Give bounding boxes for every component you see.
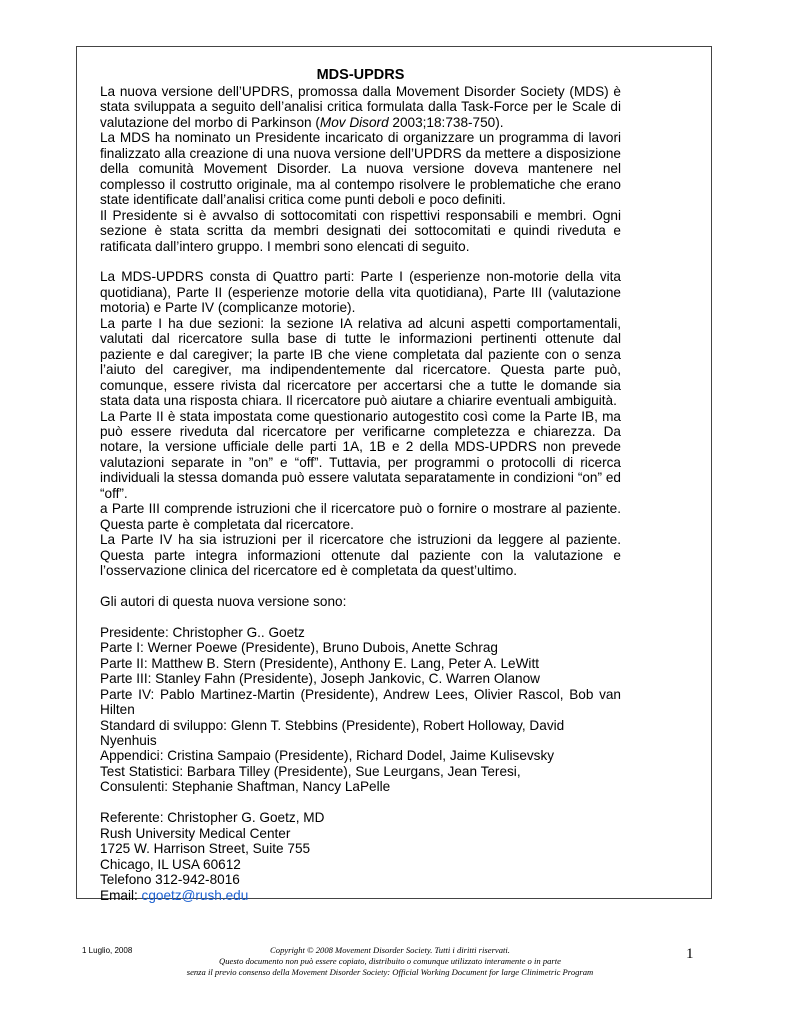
- paragraph: La MDS ha nominato un Presidente incaricato di organizzare un programma di lavori finalizzato alla creazione di una nuova versione dell’UPDRS da mettere a disposizione della comunità Movement Disorder. La nuova versione doveva mantenere nel complesso il costrutto originale, ma al contempo risolvere le problematiche che erano state identificate dall’analisi critica come punti deboli e poco definiti.: [100, 130, 621, 208]
- author-line: Appendici: Cristina Sampaio (Presidente), Richard Dodel, Jaime Kulisevsky: [100, 748, 555, 764]
- contact-block: [100, 810, 621, 903]
- footer-copyright: [90, 945, 690, 978]
- contact-line: 1725 W. Harrison Street, Suite 755: [100, 841, 311, 857]
- author-line: Parte II: Matthew B. Stern (Presidente), Anthony E. Lang, Peter A. LeWitt: [100, 655, 539, 671]
- paragraph: a Parte III comprende istruzioni che il ricercatore può o fornire o mostrare al paziente. Questa parte è completata dal ricercatore.: [100, 501, 621, 532]
- paragraph: La Parte IV ha sia istruzioni per il ricercatore che istruzioni da leggere al paziente. Questa parte integra informazioni ottenute dal paziente con la valutazione e l’osservazione clinica del ricercatore ed è completata da quest’ultimo.: [100, 532, 621, 579]
- paragraph: La MDS-UPDRS consta di Quattro parti: Parte I (esperienze non-motorie della vita quotidiana), Parte II (esperienze motorie della vita quotidiana), Parte III (valutazione motoria) e Parte IV (complicanze motorie).: [100, 269, 621, 316]
- page-number: 1: [686, 946, 694, 962]
- copyright-line: senza il previo consenso della Movement Disorder Society: Official Working Document for large Clinimetric Program: [186, 967, 594, 977]
- contact-line: Referente: Christopher G. Goetz, MD: [100, 810, 325, 826]
- paragraph: Il Presidente si è avvalso di sottocomitati con rispettivi responsabili e membri. Ogni sezione è stata scritta da membri designati dei sottocomitati e quindi riveduta e ratificata dall’intero gruppo. I membri sono elencati di seguito.: [100, 207, 621, 254]
- contact-line: Rush University Medical Center: [100, 825, 291, 841]
- copyright-line: Questo documento non può essere copiato, distribuito o comunque utilizzato interamente o in parte: [219, 956, 561, 966]
- author-line: Presidente: Christopher G.. Goetz: [100, 624, 305, 640]
- paragraph: La Parte II è stata impostata come questionario autogestito così come la Parte IB, ma può essere riveduta dal ricercatore per verificarne completezza e chiarezza. Da notare, la versione ufficiale delle parti 1A, 1B e 2 della MDS-UPDRS non prevede valutazioni separate in ”on” e “off”. Tuttavia, per programmi o protocolli di ricerca individuali la stessa domanda può essere valutata separatamente in condizioni “on” ed “off”.: [100, 408, 621, 501]
- contact-line: Telefono 312-942-8016: [100, 872, 240, 888]
- footer-date: 1 Luglio, 2008: [82, 946, 133, 955]
- intro-text: La nuova versione dell’UPDRS, promossa dalla Movement Disorder Society (MDS) è stata sviluppata a seguito dell’analisi critica formulata dalla Task-Force per le Scale di valutazione del morbo di Parkinson (: [100, 84, 621, 130]
- copyright-line: Copyright © 2008 Movement Disorder Society. Tutti i diritti riservati.: [270, 945, 510, 955]
- author-line: Standard di sviluppo: Glenn T. Stebbins (Presidente), Robert Holloway, David Nyenhuis: [100, 717, 565, 748]
- document-body: [100, 67, 621, 903]
- email-link[interactable]: cgoetz@rush.edu: [141, 887, 249, 903]
- author-line: Parte IV: Pablo Martinez-Martin (Presidente), Andrew Lees, Olivier Rascol, Bob van Hilten: [100, 686, 621, 718]
- paragraph-intro: [100, 84, 621, 130]
- author-line: Parte I: Werner Poewe (Presidente), Bruno Dubois, Anette Schrag: [100, 640, 498, 656]
- author-line: Consulenti: Stephanie Shaftman, Nancy LaPelle: [100, 779, 391, 795]
- authors-intro: Gli autori di questa nuova versione sono:: [100, 593, 347, 609]
- intro-citation: 2003;18:738-750).: [388, 114, 504, 130]
- email-line: [100, 888, 621, 903]
- authors-list: [100, 625, 621, 795]
- author-line: Parte III: Stanley Fahn (Presidente), Joseph Jankovic, C. Warren Olanow: [100, 671, 540, 687]
- journal-name: Mov Disord: [319, 114, 389, 130]
- paragraph: La parte I ha due sezioni: la sezione IA relativa ad alcuni aspetti comportamentali, valutati dal ricercatore sulla base di tutte le informazioni pertinenti ottenute dal paziente e dal caregiver; la parte IB che viene completata dal paziente con o senza l’aiuto del caregiver, ma indipendentemente dal ricercatore. Questa parte può, comunque, essere rivista dal ricercatore per accertarsi che a tutte le domande sia stata data una risposta chiara. Il ricercatore può aiutare a chiarire eventuali ambiguità.: [100, 315, 621, 409]
- email-label: Email:: [100, 887, 142, 903]
- author-line: Test Statistici: Barbara Tilley (Presidente), Sue Leurgans, Jean Teresi,: [100, 763, 521, 779]
- page-title: MDS-UPDRS: [316, 67, 405, 83]
- contact-line: Chicago, IL USA 60612: [100, 856, 241, 872]
